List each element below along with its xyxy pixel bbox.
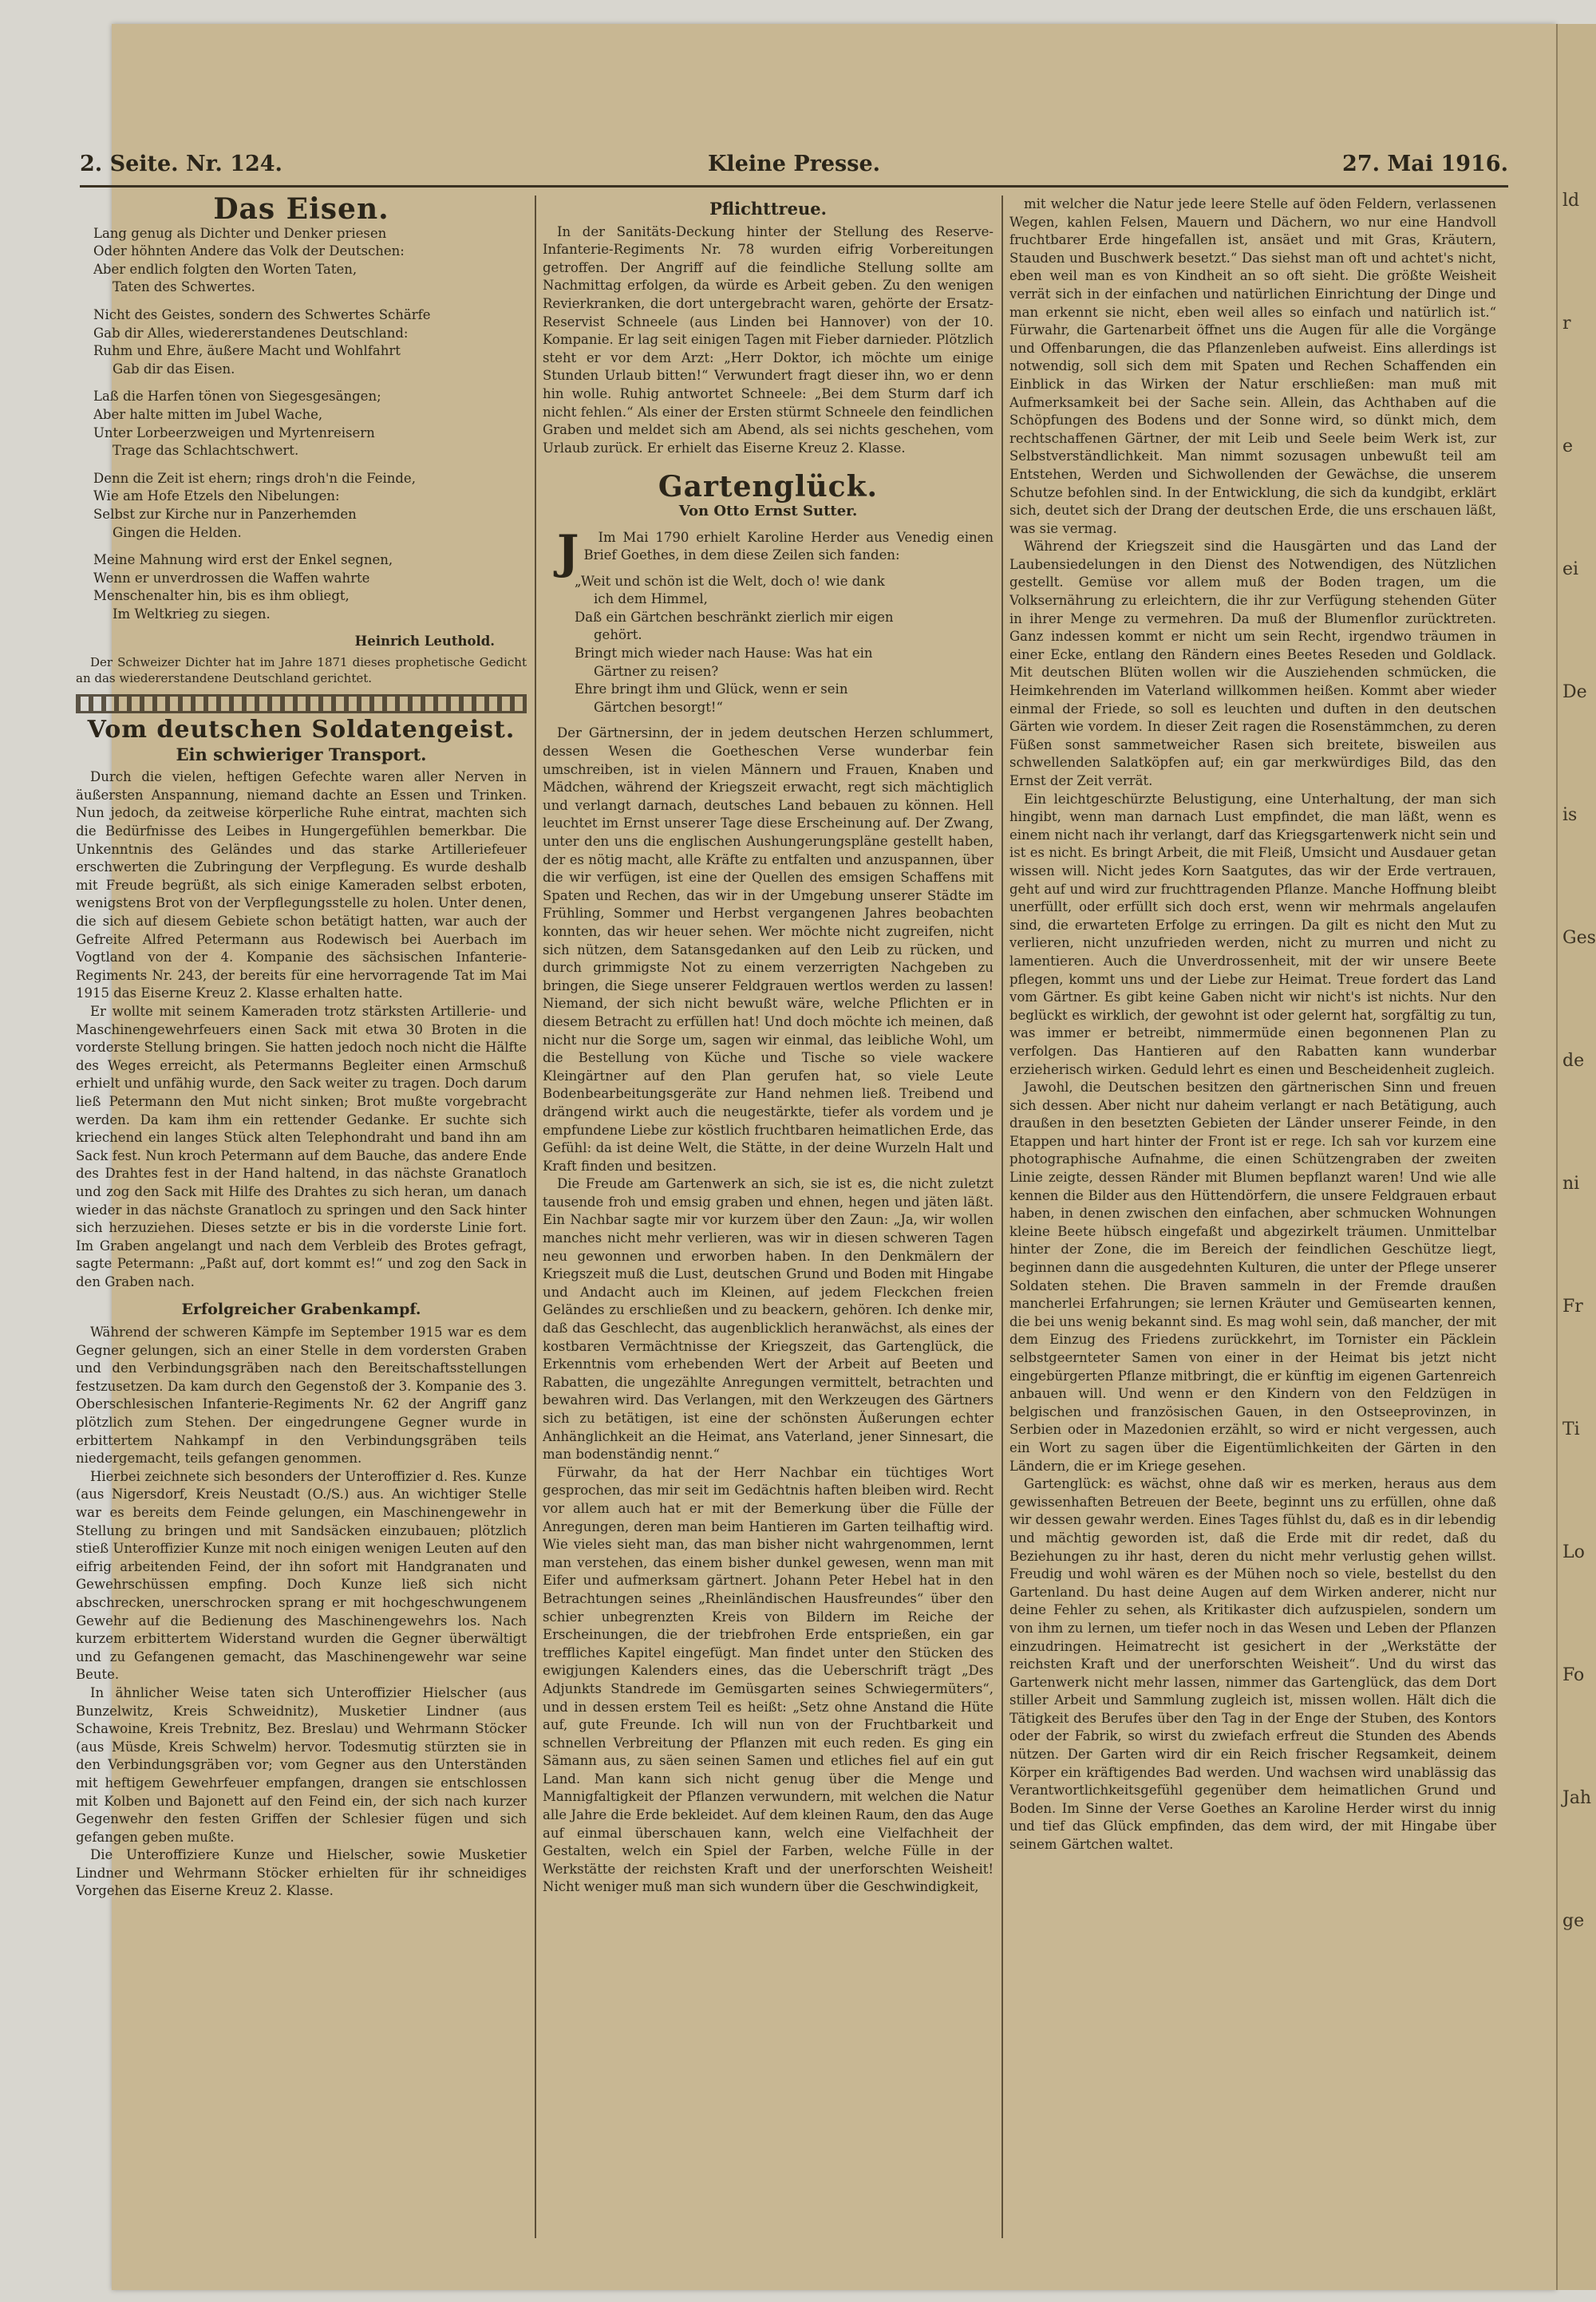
poem-line: Trage das Schlachtschwert.	[113, 443, 299, 459]
quote-line: gehört.	[594, 627, 642, 643]
poem-line: Oder höhnten Andere das Volk der Deutschen:	[93, 243, 405, 259]
poem-line: Aber endlich folgten den Worten Taten,	[93, 261, 358, 277]
poem-line: Meine Mahnung wird erst der Enkel segnen,	[93, 552, 393, 568]
column-2	[543, 195, 994, 2246]
article-paragraph: Fürwahr, da hat der Herr Nachbar ein tüchtiges Wort gesprochen, das mir seit im Gedächtnis haften bleiben wird. Recht vor allem auch hat er mit der Bemerkung über die Fülle der Anregungen, deren man beim Hantieren im Garten teilhaftig wird. Wie vieles sieht man, das man bisher nicht wahrgenommen, lernt man verstehen, das einem bisher dunkel gewesen, wenn man mit Eifer und aufmerksam gärtnert. Johann Peter Hebel hat in den Betrachtungen seines „Rheinländischen Hausfreundes“ über den schier unbegrenzten Kreis von Bildern im Reiche der Erscheinungen, die der triebfrohen Erde entsprießen, ein gar treffliches Kapitel eingefügt. Man findet unter den Stücken des ewigjungen Kalenders eines, das die Ueberschrift trägt „Des Adjunkts Standrede im Gemüsgarten seines Schwiegermüters“, und in dessen erstem Teil es heißt: „Setz ohne Anstand die Hüte auf, gute Freunde. Ich will nun von der Fruchtbarkeit und schnellen Verbreitung der Pflanzen mit euch reden. Es ging ein Sämann aus, zu säen seinen Samen und etliches fiel auf ein gut Land. Man kann sich nicht genug über die Menge und Mannigfaltigkeit der Pflanzen verwundern, mit welchen die Natur alle Jahre die Erde bekleidet. Auf dem kleinen Raum, den das Auge auf einmal überschauen kann, welch eine Vielfachheit der Gestalten, welch ein Spiel der Farben, welche Fülle in der Werkstätte der reichsten Kraft und der unerforschten Weisheit! Nicht weniger muß man sich wundern über die Geschwindigkeit,	[543, 1464, 994, 1895]
byline: Von Otto Ernst Sutter.	[678, 502, 858, 519]
poem-line: Wie am Hofe Etzels den Nibelungen:	[93, 488, 340, 504]
quote-line: Bringt mich wieder nach Hause: Was hat ein	[575, 646, 873, 661]
poem-line: Laß die Harfen tönen von Siegesgesängen;	[93, 389, 381, 405]
ornamental-divider	[76, 694, 527, 713]
poem-line: Taten des Schwertes.	[113, 279, 255, 295]
edge-fragment: Ges	[1562, 928, 1596, 948]
edge-fragment: ni	[1562, 1174, 1580, 1194]
article-paragraph: Ein leichtgeschürzte Belustigung, eine Unterhaltung, der man sich hingibt, wenn man darnach Lust empfindet, die man läßt, wenn es einem nicht nach ihr verlangt, darf das Kriegsgartenwerk nicht sein und ist es nicht. Es bringt Arbeit, die mit Fleiß, Umsicht und Ausdauer getan wissen will. Nicht jedes Korn Saatgutes, das wir der Erde vertrauen, geht auf und wird zur fruchttragenden Pflanze. Manche Hoffnung bleibt unerfüllt, oder erfüllt sich doch erst, wenn wir mehrmals angelaufen sind, die erwarteten Erfolge zu erringen. Da gilt es nicht den Mut zu verlieren, nicht unzufrieden werden, nicht zu murren und nicht zu lamentieren. Auch die Unverdrossenheit, mit der wir unsere Beete pflegen, kommt uns und der Liebe zur Heimat. Treue fordert das Land vom Gärtner. Es gibt keine Gaben nicht wir nicht's ist nichts. Nur den beglückt es wirklich, der gewohnt ist oder gelernt hat, sorgfältig zu tun, was immer er betreibt, nimmermüde einen begonnenen Plan zu verfolgen. Das Hantieren auf den Rabatten kann wunderbar erzieherisch wirken. Geduld lehrt es einen und Bescheidenheit zugleich.	[1009, 791, 1496, 1077]
quote-line: Gärtner zu reisen?	[594, 663, 719, 679]
article-paragraph: Die Freude am Gartenwerk an sich, sie ist es, die nicht zuletzt tausende froh und emsig graben und ehnen, hegen und jäten läßt. Ein Nachbar sagte mir vor kurzem über den Zaun: „Ja, wir wollen manches nicht mehr verlieren, was wir in diesen schweren Tagen neu gewonnen und erworben haben. In den Denkmälern der Kriegszeit muß die Lust, deutschen Grund und Boden mit Hingabe und Andacht auch im Kleinen, auf jedem Fleckchen freien Geländes zu erschließen und zu beackern, gehören. Ich denke mir, daß das Geschlecht, das augenblicklich heranwächst, als eines der kostbaren Vermächtnisse der Kriegszeit, das Gartenglück, die Erkenntnis vom erhebenden Wert der Arbeit auf Beeten und Rabatten, die ungezählte Anregungen vermittelt, betrachten und bewahren wird. Das Verlangen, mit den Werkzeugen des Gärtners sich zu betätigen, ist eine der schönsten Äußerungen echter Anhänglichkeit an die Heimat, ans Vaterland, jener Sinnesart, die man bodenständig nennt.“	[543, 1176, 994, 1463]
poem-line: Aber halte mitten im Jubel Wache,	[93, 406, 323, 422]
article-title: Gartenglück.	[658, 470, 879, 504]
article-paragraph: Jawohl, die Deutschen besitzen den gärtnerischen Sinn und freuen sich dessen. Aber nicht nur daheim verlangt er nach Betätigung, auch draußen in den besetzten Gebieten der Länder unserer Feinde, in den Etappen und hart hinter der Front ist er rege. Ich sah vor kurzem eine photographische Aufnahme, die einen Schützengraben der zweiten Linie zeigte, dessen Ränder mit Blumen bepflanzt waren! Und wie alle kennen die Bilder aus den Hüttendörfern, die unsere Feldgrauen erbaut haben, in denen zwischen den einfachen, aber schmucken Wohnungen kleine Beete hübsch eingefaßt und abgezirkelt träumen. Unmittelbar hinter der Zone, die im Bereich der feindlichen Geschütze liegt, beginnen dann die ausgedehnten Kulturen, die unter der Pflege unserer Soldaten stehen. Die Braven sammeln in der Fremde draußen mancherlei Erfahrungen; sie lernen Kräuter und Gemüsearten kennen, die bei uns wenig bekannt sind. Es mag wohl sein, daß mancher, der mit dem Einzug des Friedens zurückkehrt, im Tornister ein Päcklein selbstgeernteter Samen von einer in der Heimat bis jetzt nicht eingebürgerten Pflanze mitbringt, die er künftig im eigenen Gartenreich anbauen will. Und wenn er den Kindern von den Feldzügen in belgischen und französischen Gauen, in den Ostseeprovinzen, in Serbien oder in Mazedonien erzählt, so wird er nicht vergessen, auch ein Wort zu sagen über die Eigentümlichkeiten der Gärten in den Ländern, die er im Kriege gesehen.	[1009, 1080, 1496, 1474]
article-intro: J Im Mai 1790 erhielt Karoline Herder aus Venedig einen Brief Goethes, in dem diese Zeilen sich fanden:	[543, 529, 994, 565]
article-body	[76, 768, 527, 1291]
poem-stanza	[76, 306, 527, 378]
article-paragraph: In der Sanitäts-Deckung hinter der Stellung des Reserve-Infanterie-Regiments Nr. 78 wurden eifrig Vorbereitungen getroffen. Der Angriff auf die feindliche Stellung sollte am Nachmittag erfolgen, da würde es Arbeit geben. Zu den wenigen Revierkranken, die dort untergebracht waren, gehörte der Ersatz-Reservist Schneele (aus Linden bei Hannover) von der 10. Kompanie. Er lag seit einigen Tagen mit Fieber darnieder. Plötzlich steht er vor dem Arzt: „Herr Doktor, ich möchte um einige Stunden Urlaub bitten!“ Verwundert fragt dieser ihn, wo er denn hin wolle. Ruhig antwortet Schneele: „Bei dem Sturm darf ich nicht fehlen.“ Als einer der Ersten stürmt Schneele den feindlichen Graben und meldet sich am Abend, als sei nichts geschehen, vom Urlaub zurück. Er erhielt das Eiserne Kreuz 2. Klasse.	[543, 223, 994, 456]
poem-line: Denn die Zeit ist ehern; rings droh'n die Feinde,	[93, 470, 416, 486]
article-paragraph: Er wollte mit seinem Kameraden trotz stärksten Artillerie- und Maschinengewehrfeuers einen Sack mit etwa 30 Broten in die vorderste Stellung bringen. Sie hatten jedoch noch nicht die Hälfte des Weges erreicht, als Petermanns Begleiter einen Armschuß erhielt und unfähig wurde, den Sack weiter zu tragen. Doch darum ließ Petermann den Mut nicht sinken; Brot mußte vorgebracht werden. Da kam ihm ein rettender Gedanke. Er suchte sich kriechend ein langes Stück alten Telephondraht und band ihn am Sack fest. Nun kroch Petermann auf dem Bauche, das andere Ende des Drahtes fest in der Hand haltend, in das nächste Granatloch und zog den Sack mit Hilfe des Drahtes zu sich heran, um danach wieder in das nächste Granatloch zu springen und den Sack hinter sich herzuziehen. Dieses setzte er bis in die vorderste Linie fort. Im Graben angelangt und nach dem Verbleib des Brotes gefragt, sagte Petermann: „Paßt auf, dort kommt es!“ und zog den Sack in den Graben nach.	[76, 1003, 527, 1289]
column-rule	[1001, 195, 1003, 2238]
edge-fragment: r	[1562, 314, 1571, 334]
drop-cap: J	[557, 524, 579, 579]
poem-line: Nicht des Geistes, sondern des Schwertes Schärfe	[93, 306, 431, 322]
article-paragraph: Hierbei zeichnete sich besonders der Unteroffizier d. Res. Kunze (aus Nigersdorf, Kreis Neustadt (O./S.) aus. An wichtiger Stelle war es bereits dem Feinde gelungen, ein Maschinengewehr in Stellung zu bringen und mit Sandsäcken einzubauen; plötzlich stieß Unteroffizier Kunze mit noch einigen wenigen Leuten auf den eifrig arbeitenden Feind, der ihn sofort mit Handgranaten und Gewehrschüssen empfing. Doch Kunze ließ sich nicht abschrecken, unerschrocken sprang er mit hochgeschwungenem Gewehr auf die Bedienung des Maschinengewehrs los. Nach kurzem erbittertem Widerstand wurden die Gegner überwältigt und zu Gefangenen gemacht, das Maschinengewehr war seine Beute.	[76, 1468, 527, 1683]
edge-fragment: Lo	[1562, 1542, 1585, 1562]
quote-line: Gärtchen besorgt!“	[594, 699, 723, 715]
header-rule	[80, 185, 1508, 188]
edge-fragment: Fo	[1562, 1665, 1585, 1685]
adjacent-page-fragments	[1558, 184, 1596, 1939]
poem-line: Im Weltkrieg zu siegen.	[113, 606, 271, 622]
article-paragraph: Während der schweren Kämpfe im September 1915 war es dem Gegner gelungen, sich an einer Stelle in dem vordersten Graben und den Verbindungsgräben nach den Bereitschaftsstellungen festzusetzen. Da kam durch den Gegenstoß der 3. Kompanie des 3. Oberschlesischen Infanterie-Regiments Nr. 62 der Angriff ganz plötzlich zum Stehen. Der eingedrungene Gegner wurde in erbittertem Nahkampf in den Verbindungsgräben teils niedergemacht, teils gefangen genommen.	[76, 1325, 527, 1467]
article-paragraph: Gartenglück: es wächst, ohne daß wir es merken, heraus aus dem gewissenhaften Betreuen der Beete, beginnt uns zu erfüllen, ohne daß wir dessen gewahr werden. Eines Tages fühlst du, daß es in dir lebendig und mächtig geworden ist, daß die Erde mit dir redet, daß du Beziehungen zu ihr hast, deren du nicht mehr verlustig gehen willst. Freudig und wohl wären es der Mühen noch so viele, bestellst du den Gartenland. Du hast deine Augen auf dem Wirken anderer, nicht nur deine Fehler zu sehen, als Kritikaster dich aufzuspielen, sondern um von ihm zu lernen, um tiefer noch in das Wesen und Leben der Pflanzen einzudringen. Heimatrecht ist gesichert in der „Werkstätte der reichsten Kraft und der unerforschten Weisheit“. Und du wirst das Gartenwerk nicht mehr lassen, nimmer das Gartenglück, das dem Dort stiller Arbeit und Sammlung zugleich ist, missen wollen. Hält dich die Tätigkeit des Berufes über den Tag in der Enge der Stuben, des Kontors oder der Fabrik, so wirst du zwiefach erfreut die Stunden des Abends nützen. Der Garten wird dir ein Reich frischer Regsamkeit, deinem Körper ein kräftigendes Bad werden. Und wachsen wird unablässig das Verantwortlichkeitsgefühl gegenüber dem heimatlichen Grund und Boden. Im Sinne der Verse Goethes an Karoline Herder wirst du innig und tief das Glück empfinden, das dem wird, der mit Hingabe über seinem Gärtchen waltet.	[1009, 1476, 1496, 1853]
edge-fragment: Jah	[1562, 1788, 1592, 1808]
article-paragraph: Während der Kriegszeit sind die Hausgärten und das Land der Laubensiedelungen in den Dienst des Notwendigen, des Nützlichen gestellt. Gemüse vor allem muß der Boden tragen, um die Volksernährung zu erleichtern, die ihr zur Verfügung stehenden Güter in ihrer Menge zu vermehren. Da muß der Blumenflor zurücktreten. Ganz indessen kommt er nicht um sein Recht, irgendwo träumen in einer Ecke, entlang den Rändern eines Beetes Reseden und Goldlack. Mit deutschen Blüten wollen wir die Ausziehenden schmücken, die Heimkehrenden im Vaterland willkommen heißen. Kommt aber wieder einmal der Friede, so soll es leuchten und duften in den deutschen Gärten wie vordem. In dieser Zeit ragen die Rosenstämmchen, zu deren Füßen sonst sammetweicher Rasen sich breitete, bisweilen aus schwellenden Salatköpfen auf; ein gar merkwürdiges Bild, das den Ernst der Zeit verrät.	[1009, 539, 1496, 788]
goethe-quote	[543, 573, 994, 717]
article-paragraph: In ähnlicher Weise taten sich Unteroffizier Hielscher (aus Bunzelwitz, Kreis Schweidnitz), Musketier Lindner (aus Schawoine, Kreis Trebnitz, Bez. Breslau) und Wehrmann Stöcker (aus Müsde, Kreis Schwelm) hervor. Todesmutig stürzten sie in den Verbindungsgräben vor; vom Gegner aus den Unterständen mit heftigem Gewehrfeuer empfangen, drangen sie entschlossen mit Kolben und Bajonett auf den Feind ein, der sich nach kurzer Gegenwehr den festen Griffen der Schlesier fügen und sich gefangen geben mußte.	[76, 1684, 527, 1845]
poem-line: Menschenalter hin, bis es ihm obliegt,	[93, 588, 350, 604]
poem-line: Ruhm und Ehre, äußere Macht und Wohlfahrt	[93, 343, 401, 359]
edge-fragment: De	[1562, 682, 1587, 702]
poem-line: Lang genug als Dichter und Denker priesen	[93, 225, 387, 241]
poem-author: Heinrich Leuthold.	[354, 634, 495, 650]
poem-note: Der Schweizer Dichter hat im Jahre 1871 dieses prophetische Gedicht an das wiedererstandene Deutschland gerichtet.	[76, 655, 527, 686]
article-body	[543, 725, 994, 1897]
article-title: Pflichttreue.	[709, 199, 827, 219]
poem-line: Wenn er unverdrossen die Waffen wahrte	[93, 570, 370, 586]
quote-line: Ehre bringt ihm und Glück, wenn er sein	[575, 681, 848, 697]
quote-line: ich dem Himmel,	[594, 591, 708, 607]
column-1	[76, 195, 527, 2246]
edge-fragment: ge	[1562, 1911, 1585, 1931]
article-title: Ein schwieriger Transport.	[176, 744, 427, 764]
issue-date: 27. Mai 1916.	[1342, 152, 1508, 176]
article-paragraph: mit welcher die Natur jede leere Stelle auf öden Feldern, verlassenen Wegen, kahlen Felsen, Mauern und Dächern, wo nur eine Handvoll fruchtbarer Erde hingefallen ist, ansäet und mit Gras, Kräutern, Stauden und Buschwerk besetzt.“ Das siehst man oft und achtet's nicht, eben weil man es von Kindheit an so oft sieht. Die größte Weisheit verrät sich in der einfachen und natürlichen Einrichtung der Dinge und man erkennt sie nicht, eben weil alles so einfach und natürlich ist.“ Fürwahr, die Gartenarbeit öffnet uns die Augen für alle die Vorgänge und Offenbarungen, die das Pflanzenleben aufweist. Eins allerdings ist notwendig, soll sich dem mit Spaten und Rechen Schaffenden ein Einblick in das Wirken der Natur erschließen: man muß mit Aufmerksamkeit bei der Sache sein. Allein, das Achthaben auf die Schöpfungen des Bodens und der Sonne wird, so dünkt mich, dem rechtschaffenen Gärtner, der mit Leib und Seele beim Werk ist, zur Selbstverständlichkeit. Man nimmt sozusagen unbewußt teil am Entstehen, Werden und Sichwollenden der Gewächse, die unserem Schutze befohlen sind. In der Entwicklung, die sich da kundgibt, erklärt sich, deutet sich der Drang der deutschen Erde, die uns erschauen läßt, was sie vermag.	[1009, 196, 1496, 536]
poem-title: Das Eisen.	[213, 195, 389, 226]
edge-fragment: e	[1562, 436, 1574, 456]
section-title: Vom deutschen Soldatengeist.	[87, 716, 516, 744]
edge-fragment: ld	[1562, 191, 1580, 211]
poem-line: Gingen die Helden.	[113, 524, 242, 540]
poem-line: Gab dir das Eisen.	[113, 361, 235, 377]
column-rule	[535, 195, 536, 2238]
quote-line: Daß ein Gärtchen beschränkt zierlich mir eigen	[575, 609, 894, 625]
page-header	[80, 152, 1508, 184]
quote-line: „Weit und schön ist die Welt, doch o! wie dank	[575, 573, 885, 589]
article-body	[76, 1324, 527, 1901]
edge-fragment: Ti	[1562, 1420, 1580, 1439]
adjacent-page-edge	[1556, 24, 1596, 2290]
article-title: Erfolgreicher Grabenkampf.	[181, 1301, 421, 1319]
article-paragraph: Die Unteroffiziere Kunze und Hielscher, sowie Musketier Lindner und Wehrmann Stöcker erhielten für ihr schneidiges Vorgehen das Eiserne Kreuz 2. Klasse.	[76, 1847, 527, 1899]
poem-stanza	[76, 551, 527, 623]
poem-line: Unter Lorbeerzweigen und Myrtenreisern	[93, 424, 375, 440]
poem-line: Gab dir Alles, wiedererstandenes Deutschland:	[93, 325, 409, 341]
poem-stanza	[76, 388, 527, 460]
article-body	[1009, 195, 1496, 1854]
edge-fragment: ei	[1562, 559, 1579, 579]
poem-stanza	[76, 225, 527, 297]
edge-fragment: de	[1562, 1051, 1585, 1071]
article-paragraph: Der Gärtnersinn, der in jedem deutschen Herzen schlummert, dessen Wesen die Goetheschen Verse wunderbar fein umschreiben, ist in vielen Männern und Frauen, Knaben und Mädchen, während der Kriegszeit erwacht, regt sich mächtiglich und verlangt darnach, deutsches Land bebauen zu können. Hell leuchtet im Ernst unserer Tage diese Erscheinung auf. Der Zwang, unter den uns die englischen Aushungerungspläne gestellt haben, der es nötig macht, alle Kräfte zu entfalten und anzuspannen, über die wir verfügen, ist eine der Quellen des emsigen Schaffens mit Spaten und Rechen, das wir in der Umgebung unserer Städte im Frühling, Sommer und Herbst vergangenen Jahres beobachten konnten, das wir heuer sehen. Wer möchte nicht zugreifen, nicht sich nützen, dem Satansgedanken auf den Leib zu rücken, und durch grimmigste Not zu einem verzerrigten Nachgeben zu bringen, die Siege unserer Feldgrauen wertlos werden zu lassen! Niemand, der sich nicht bewußt wäre, welche Pflichten er in diesem Betracht zu erfüllen hat! Und doch möchte ich meinen, daß nicht nur die Sorge um, sagen wir einmal, das leibliche Wohl, um die Bestellung von Küche und Tische so viele wackere Kleingärtner auf den Plan gerufen hat, so viele Leute Bodenbearbeitungsgeräte zur Hand nehmen ließ. Treibend und drängend wirkt auch die neugestärkte, tiefer als vordem und je empfundene Liebe zur köstlich fruchtbaren heimatlichen Erde, das Gefühl: da ist deine Welt, die Stätte, in der deine Wurzeln Halt und Kraft finden und besitzen.	[543, 725, 994, 1174]
poem	[76, 225, 527, 624]
edge-fragment: Fr	[1562, 1297, 1583, 1317]
poem-line: Selbst zur Kirche nur in Panzerhemden	[93, 506, 357, 522]
edge-fragment: is	[1562, 805, 1578, 825]
column-3	[1009, 195, 1496, 2246]
newspaper-name: Kleine Presse.	[707, 152, 881, 176]
article-paragraph: Durch die vielen, heftigen Gefechte waren aller Nerven in äußersten Anspannung, niemand dachte an Essen und Trinken. Nun jedoch, da zeitweise körperliche Ruhe eintrat, machten sich die Bedürfnisse des Leibes in Hungergefühlen bemerkbar. Die Unkenntnis des Geländes und das starke Artilleriefeuer erschwerten die Zubringung der Verpflegung. Es wurde deshalb mit Freude begrüßt, als sich einige Kameraden selbst erboten, wenigstens Brot von der Verpflegungsstelle zu holen. Unter denen, die sich auf diesem Gebiete schon betätigt hatten, war auch der Gefreite Alfred Petermann aus Rodewisch bei Auerbach im Vogtland von der 4. Kompanie des sächsischen Infanterie-Regiments Nr. 243, der bereits für eine hervorragende Tat im Mai 1915 das Eiserne Kreuz 2. Klasse erhalten hatte.	[76, 769, 527, 1001]
poem-stanza	[76, 470, 527, 542]
page-number: 2. Seite. Nr. 124.	[80, 152, 282, 176]
